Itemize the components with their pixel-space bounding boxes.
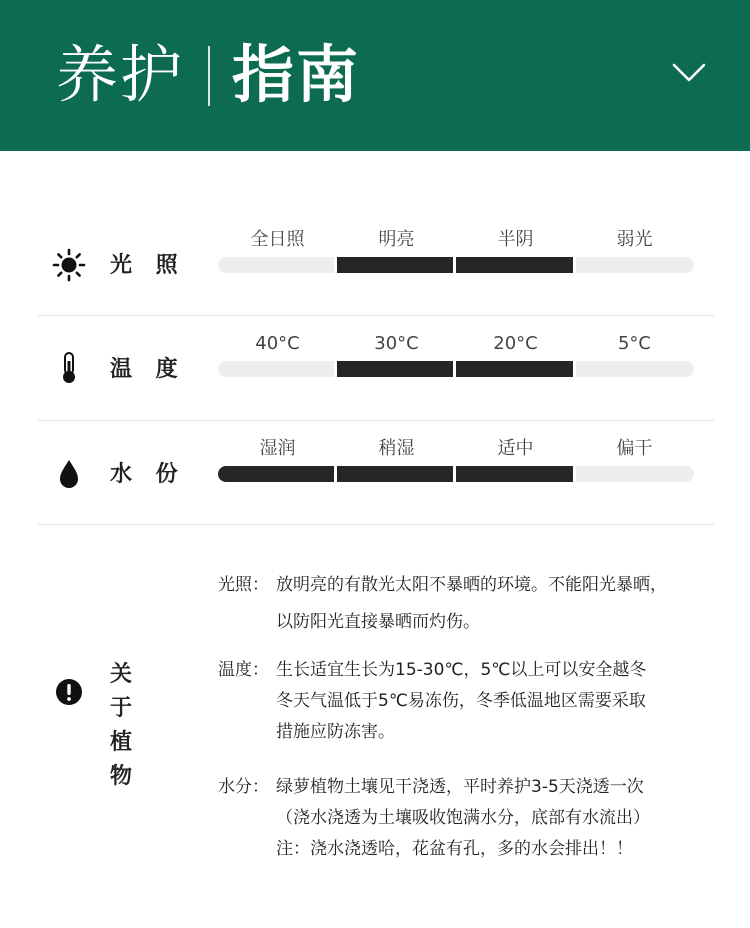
sun-icon <box>52 248 86 282</box>
level-bar-temperature <box>218 361 694 377</box>
row-separator <box>38 524 714 525</box>
level-label: 30°C <box>374 333 419 354</box>
level-segment <box>456 361 573 377</box>
level-label: 20°C <box>493 333 538 354</box>
level-segment <box>337 361 453 377</box>
thermometer-icon <box>52 351 86 385</box>
scale-labels-light <box>218 228 694 252</box>
level-label: 半阴 <box>497 229 534 250</box>
level-label: 40°C <box>255 333 300 354</box>
about-label-line: 植 物 <box>110 730 143 789</box>
note-text <box>276 655 716 748</box>
level-segment <box>218 361 334 377</box>
note-line: 以防阳光直接暴晒而灼伤。 <box>276 612 480 632</box>
header-banner <box>0 0 750 151</box>
note-line: （浇水浇透为土壤吸收饱满水分，底部有水流出） <box>276 808 650 828</box>
exclamation-icon <box>55 678 83 706</box>
level-segment <box>576 361 694 377</box>
about-label-line: 关 于 <box>110 662 143 721</box>
level-label: 5°C <box>617 333 652 354</box>
water-drop-icon <box>52 457 86 491</box>
level-label: 弱光 <box>616 229 653 250</box>
note-key: 光照： <box>218 575 269 595</box>
row-label-light: 光 照 <box>110 253 186 278</box>
care-row-light <box>0 212 750 316</box>
level-segment <box>576 257 694 273</box>
level-segment <box>456 257 573 273</box>
scale-labels-water <box>218 437 694 461</box>
level-segment <box>576 466 694 482</box>
row-label-water: 水 份 <box>110 462 186 487</box>
care-row-temperature <box>0 316 750 420</box>
header-divider <box>208 46 210 106</box>
level-segment <box>218 257 334 273</box>
level-segment <box>337 466 453 482</box>
note-line: 注：浇水浇透哈，花盆有孔，多的水会排出！！ <box>276 839 633 859</box>
chevron-down-icon[interactable] <box>672 62 706 84</box>
header-title-left: 养护 <box>56 38 185 111</box>
level-label: 湿润 <box>259 438 296 459</box>
header-title-right: 指南 <box>232 38 361 111</box>
note-text <box>276 772 716 865</box>
note-line: 绿萝植物土壤见干浇透，平时养护3-5天浇透一次 <box>276 777 644 797</box>
note-line: 冬天气温低于5℃易冻伤，冬季低温地区需要采取 <box>276 691 646 711</box>
note-key: 水分： <box>218 777 269 797</box>
note-line: 措施应防冻害。 <box>276 722 395 742</box>
note-line: 放明亮的有散光太阳不暴晒的环境。不能阳光暴晒， <box>276 575 667 595</box>
level-label: 适中 <box>497 438 534 459</box>
level-label: 明亮 <box>378 229 415 250</box>
level-segment <box>456 466 573 482</box>
level-label: 偏干 <box>616 438 653 459</box>
row-label-temperature: 温 度 <box>110 357 186 382</box>
level-segment <box>218 466 334 482</box>
level-bar-water <box>218 466 694 482</box>
about-plant-label <box>110 658 180 794</box>
level-label: 全日照 <box>250 229 305 250</box>
note-key: 温度： <box>218 660 269 680</box>
note-text <box>276 570 716 638</box>
level-bar-light <box>218 257 694 273</box>
care-row-water <box>0 421 750 525</box>
level-label: 稍湿 <box>378 438 415 459</box>
scale-labels-temperature <box>218 332 694 356</box>
level-segment <box>337 257 453 273</box>
note-line: 生长适宜生长为15-30℃，5℃以上可以安全越冬 <box>276 660 647 680</box>
